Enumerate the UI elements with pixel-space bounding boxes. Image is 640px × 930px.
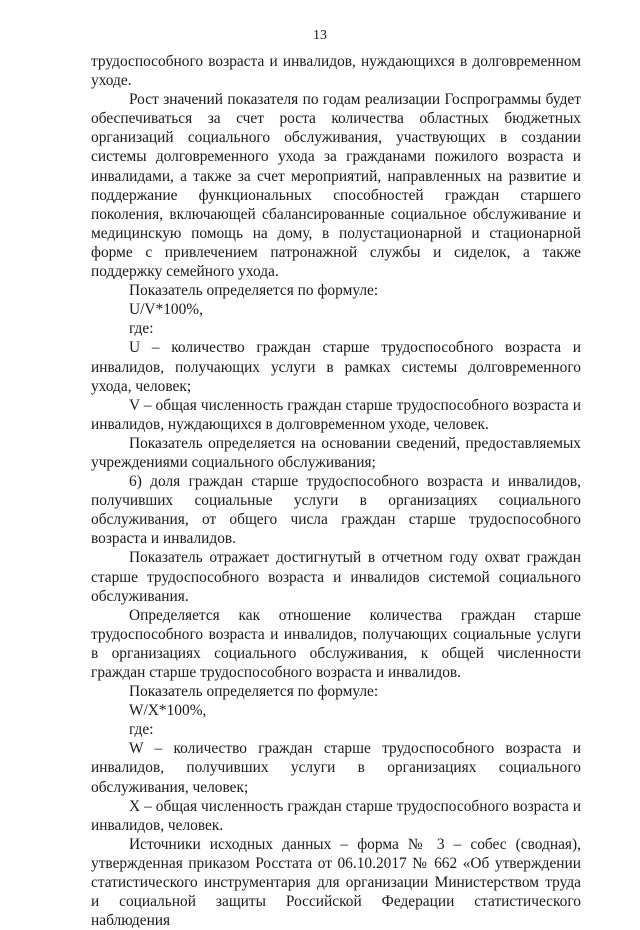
paragraph-formula-intro: Показатель определяется по формуле: xyxy=(129,282,379,300)
definition-w: W – количество граждан старше трудоспособного возраста и инвалидов, получивших услуги в организациях социального обслуживания, человек; xyxy=(91,740,581,796)
paragraph-formula-intro-2: Показатель определяется по формуле: xyxy=(129,683,379,701)
paragraph-indicator-definition: Определяется как отношение количества граждан старше трудоспособного возраста и инвалидов, получающих социальные услуги в организациях социального обслуживания, к общей численности граждан старше трудоспособного возраста и инвалидов. xyxy=(91,606,581,681)
paragraph-data-basis: Показатель определяется на основании сведений, предоставляемых учреждениями социального обслуживания; xyxy=(91,434,581,471)
document-body xyxy=(91,52,581,930)
definition-u: U – количество граждан старше трудоспособного возраста и инвалидов, получающих услуги в рамках системы долговременного ухода, человек; xyxy=(91,339,581,395)
definition-v: V – общая численность граждан старше трудоспособного возраста и инвалидов, нуждающихся в долговременном уходе, человек. xyxy=(91,396,581,433)
paragraph-data-sources: Источники исходных данных – форма № 3 – собес (сводная), утвержденная приказом Росстата от 06.10.2017 № 662 «Об утверждении статистического инструментария для организации Министерством труда и социальной защиты Российской Федерации статистического наблюдения xyxy=(91,835,581,930)
paragraph-growth-explanation: Рост значений показателя по годам реализации Госпрограммы будет обеспечиваться за счет роста количества областных бюджетных организаций социального обслуживания, участвующих в создании системы долговременного ухода за гражданами пожилого возраста и инвалидами, а также за счет мероприятий, направленных на развитие и поддержание функциональных способностей граждан старшего поколения, включающей сбалансированные социальное обслуживание и медицинскую помощь на дому, в полустационарной и стационарной форме с привлечением патронажной службы и сиделок, а также поддержку семейного ухода. xyxy=(91,91,581,281)
paragraph-where-2: где: xyxy=(129,721,154,739)
paragraph-where: где: xyxy=(129,320,154,338)
paragraph-continuation: трудоспособного возраста и инвалидов, нуждающихся в долговременном уходе. xyxy=(91,53,581,90)
formula-wx: W/X*100%, xyxy=(129,702,207,720)
paragraph-indicator-reflects: Показатель отражает достигнутый в отчетном году охват граждан старше трудоспособного возраста и инвалидов системой социального обслуживания. xyxy=(91,549,581,605)
definition-x: X – общая численность граждан старше трудоспособного возраста и инвалидов, человек. xyxy=(91,797,581,834)
page-number: 13 xyxy=(313,28,327,43)
indicator-6-title: 6) доля граждан старше трудоспособного возраста и инвалидов, получивших социальные услуги в организациях социального обслуживания, от общего числа граждан старше трудоспособного возраста и инвалидов. xyxy=(91,473,581,548)
formula-uv: U/V*100%, xyxy=(129,301,203,319)
